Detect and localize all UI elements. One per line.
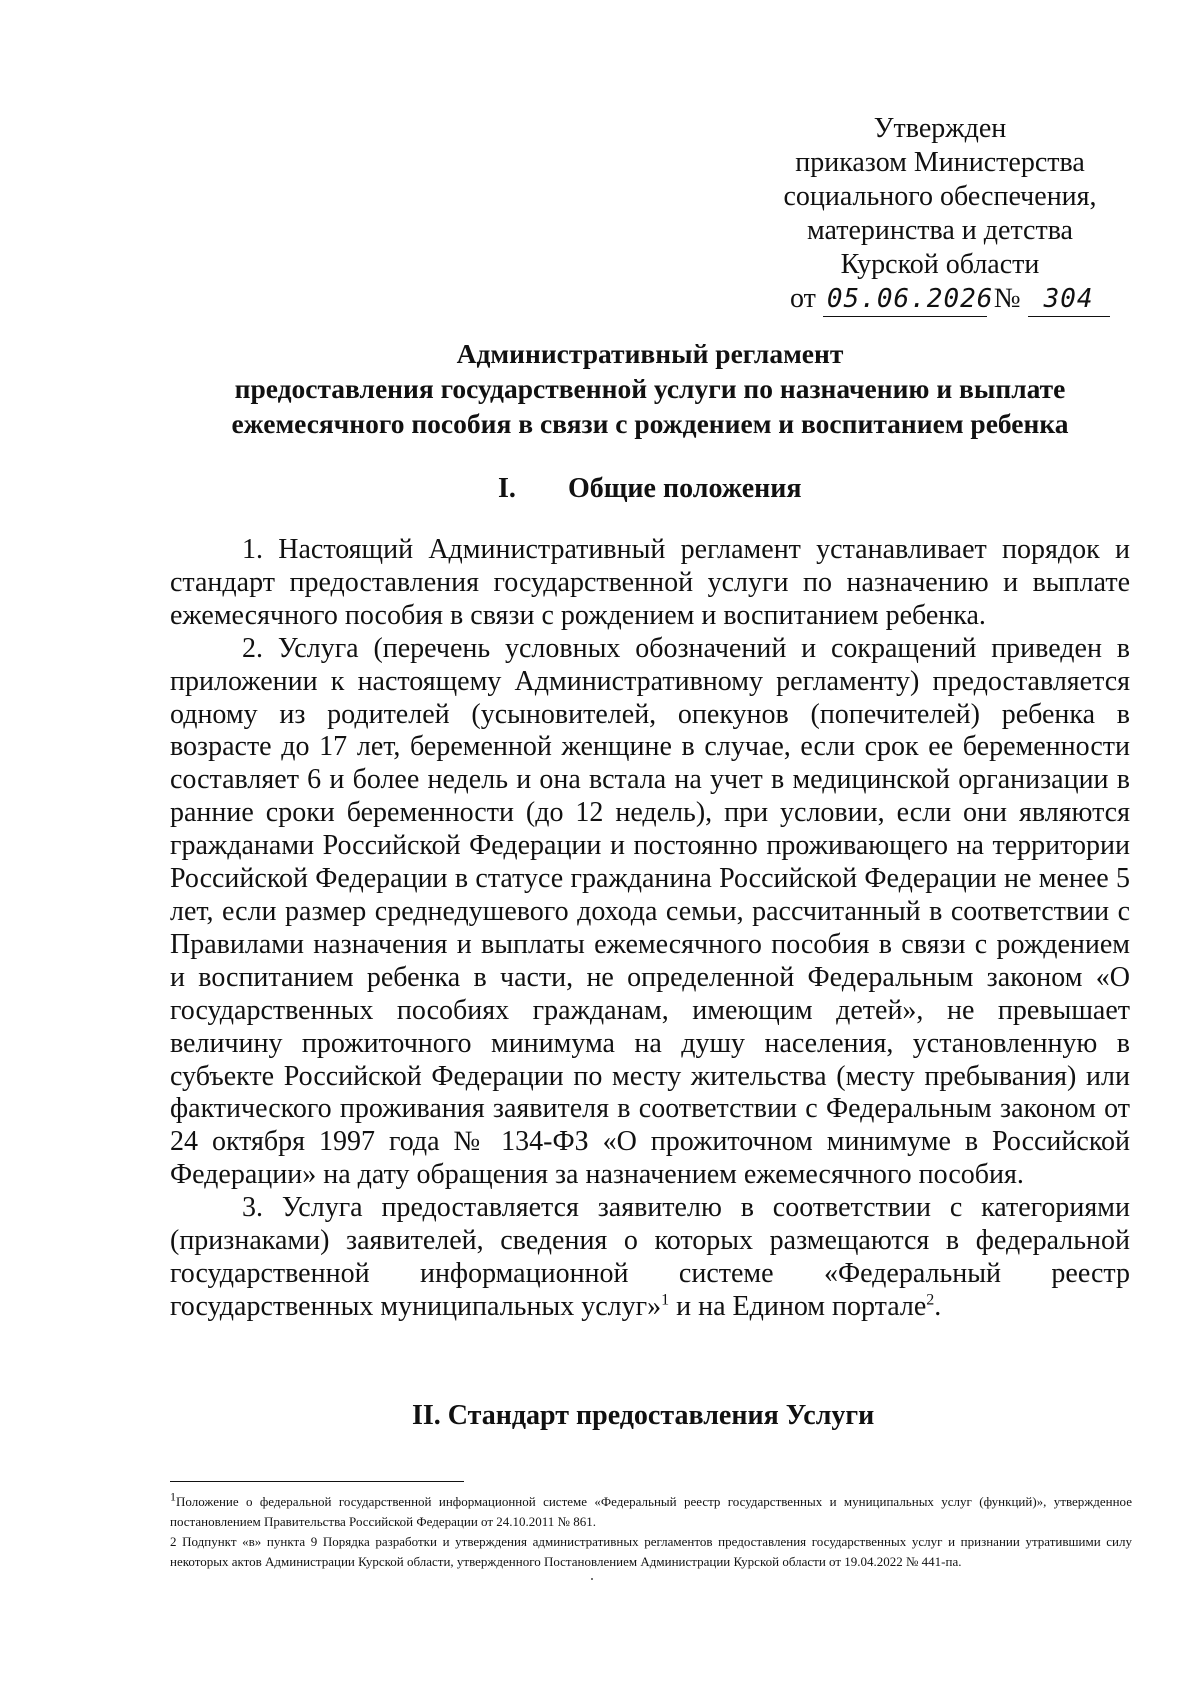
approval-line: Курской области bbox=[840, 249, 1040, 280]
scan-speck bbox=[591, 1578, 593, 1580]
paragraph-3-text-c: . bbox=[934, 1290, 942, 1322]
paragraph-3-text-a: 3. Услуга предоставляется заявителю в соответствии с категориями (признаками) заявителей, сведения о которых размещаются в федеральной государственной информационной системе «Федеральный реестр государственных муниципальных услуг» bbox=[170, 1192, 1130, 1322]
section-2-heading: II. Стандарт предоставления Услуги bbox=[412, 1400, 875, 1431]
footnote-separator bbox=[170, 1481, 464, 1482]
footnote-2-text: Подпункт «в» пункта 9 Порядка разработки и утверждения административных регламентов предоставления государственных услуг и признании утратившими силу некоторых актов Администрации Курской области, утвержденного Постановлением Администрации Курской области от 19.04.2022 № 441-па. bbox=[170, 1534, 1133, 1569]
approval-line: социального обеспечения, bbox=[783, 181, 1097, 212]
title-line-3: ежемесячного пособия в связи с рождением и воспитанием ребенка bbox=[231, 408, 1069, 439]
footnote-1-mark: 1 bbox=[170, 1489, 176, 1504]
approval-line: Утвержден bbox=[873, 113, 1007, 144]
section-1-title: Общие положения bbox=[568, 473, 802, 504]
handwritten-number: 304 bbox=[1028, 282, 1110, 317]
footnotes bbox=[170, 1489, 1133, 1572]
approval-line: материнства и детства bbox=[807, 215, 1073, 246]
footnote-2 bbox=[170, 1532, 1132, 1572]
paragraph-2: 2. Услуга (перечень условных обозначений и сокращений приведен в приложении к настоящему Административному регламенту) предоставляется одному из родителей (усыновителей, опекунов (попечителей) ребенка в возрасте до 17 лет, беременной женщине в случае, если срок ее беременности составляет 6 и более недель и она встала на учет в медицинской организации в ранние сроки беременности (до 12 недель), при условии, если они являются гражданами Российской Федерации и постоянно проживающего на территории Российской Федерации в статусе гражданина Российской Федерации не менее 5 лет, если размер среднедушевого дохода семьи, рассчитанный в соответствии с Правилами назначения и выплаты ежемесячного пособия в связи с рождением и воспитанием ребенка в части, не определенной Федеральным законом «О государственных пособиях гражданам, имеющим детей», не превышает величину прожиточного минимума на душу населения, установленную в субъекте Российской Федерации по месту жительства (месту пребывания) или фактического проживания заявителя в соответствии с Федеральным законом от 24 октября 1997 года № 134-ФЗ «О прожиточном минимуме в Российской Федерации» на дату обращения за назначением ежемесячного пособия. bbox=[170, 632, 1130, 1191]
footnote-ref-2: 2 bbox=[926, 1291, 935, 1309]
approval-date-line bbox=[760, 282, 1120, 317]
section-1-heading bbox=[498, 472, 802, 506]
title-line-2: предоставления государственной услуги по назначению и выплате bbox=[234, 373, 1066, 404]
footnote-2-mark: 2 bbox=[170, 1534, 177, 1549]
number-label: № bbox=[993, 283, 1021, 314]
footnote-1 bbox=[170, 1489, 1132, 1532]
approval-block bbox=[760, 112, 1120, 317]
document-body bbox=[170, 534, 1130, 1324]
approval-line: приказом Министерства bbox=[795, 147, 1085, 178]
handwritten-date: 05.06.2026 bbox=[823, 282, 987, 317]
footnote-ref-1: 1 bbox=[661, 1291, 670, 1309]
paragraph-1: 1. Настоящий Административный регламент устанавливает порядок и стандарт предоставления государственной услуги по назначению и выплате ежемесячного пособия в связи с рождением и воспитанием ребенка. bbox=[170, 534, 1130, 631]
title-line-1: Административный регламент bbox=[456, 338, 844, 369]
document-title bbox=[170, 336, 1130, 441]
paragraph-3 bbox=[170, 1192, 1130, 1324]
section-1-number: I. bbox=[498, 473, 516, 504]
paragraph-3-text-b: и на Едином портале bbox=[669, 1290, 927, 1322]
footnote-1-text: Положение о федеральной государственной информационной системе «Федеральный реестр государственных и муниципальных услуг (функций)», утвержденное постановлением Правительства Российской Федерации от 24.10.2011 № 861. bbox=[170, 1494, 1132, 1529]
date-prefix: от bbox=[790, 283, 816, 314]
